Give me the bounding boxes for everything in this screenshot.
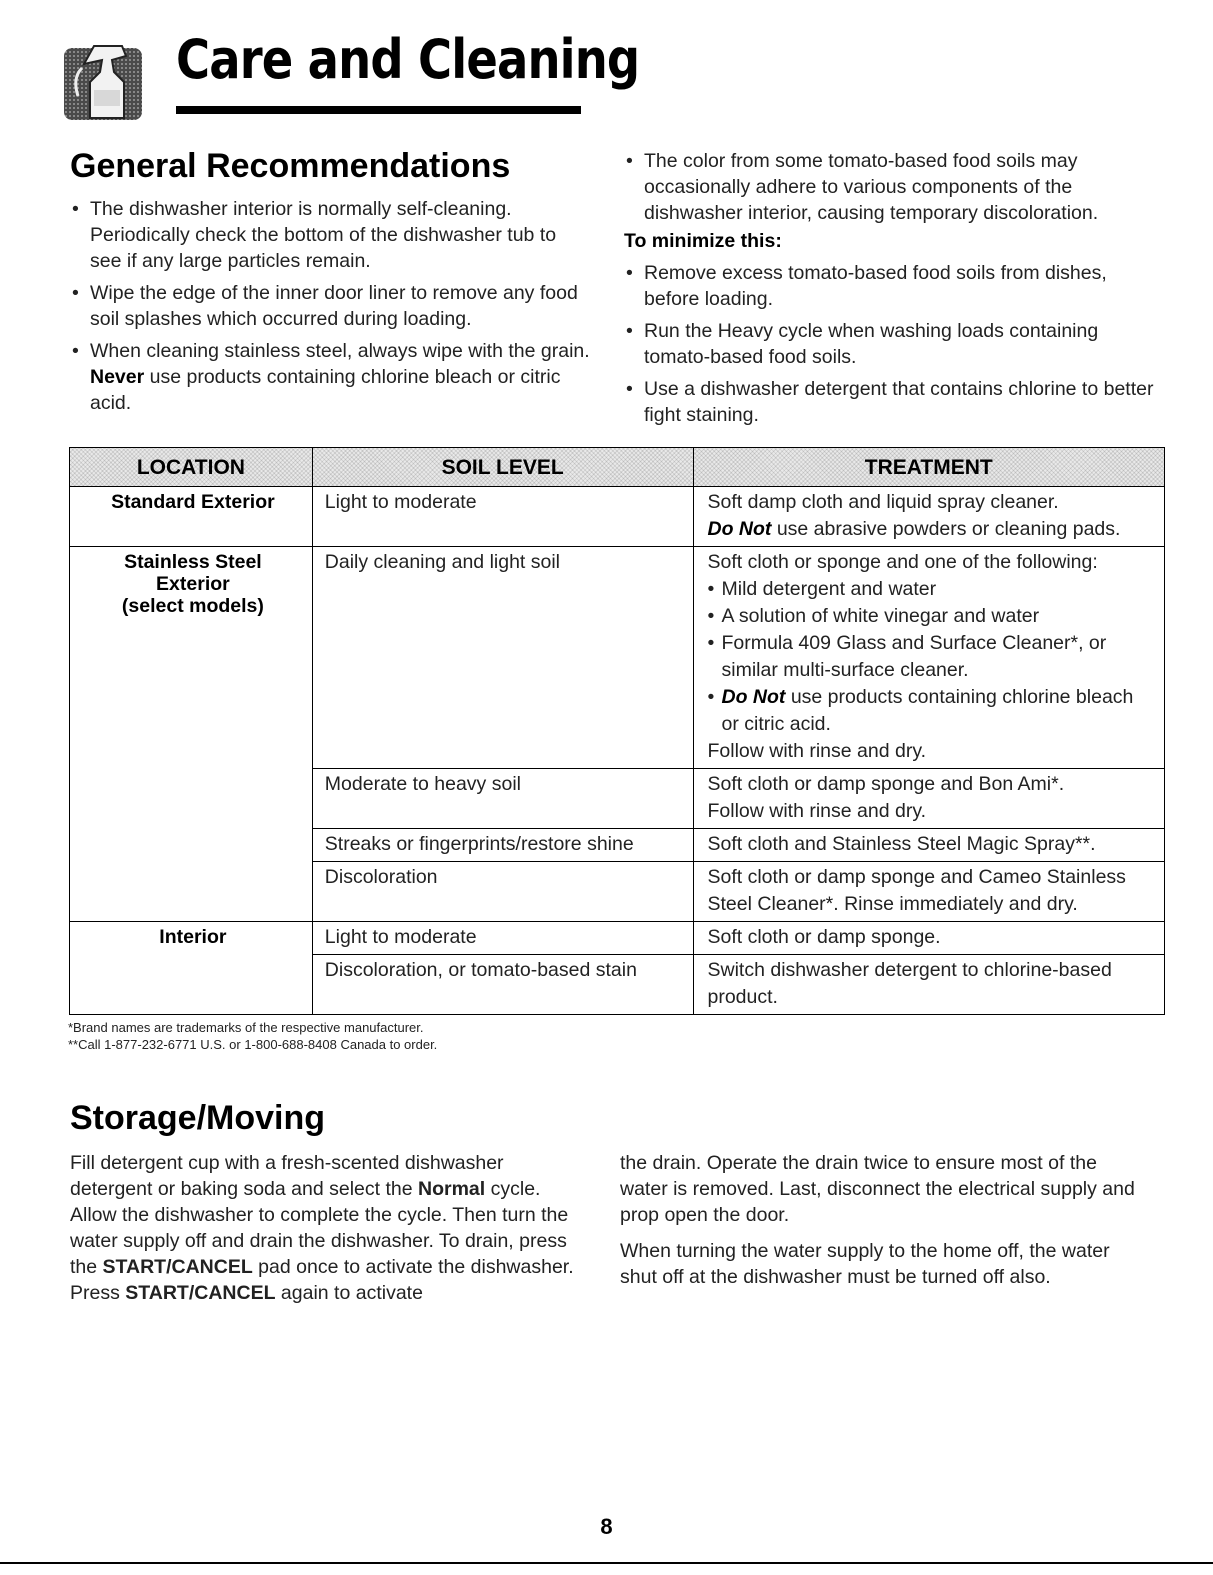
general-right-column [624,148,1159,434]
storage-right-column [620,1150,1150,1300]
location-stainless-steel: Stainless Steel Exterior (select models) [70,547,313,922]
list-item: • Run the Heavy cycle when washing loads containing tomato-based food soils. [624,318,1159,370]
table-row [70,922,1165,955]
storage-paragraph: When turning the water supply to the home off, the water shut off at the dishwasher must be turned off also. [620,1240,1110,1288]
storage-paragraph: Fill detergent cup with a fresh-scented dishwasher detergent or baking soda and select the Normal cycle. Allow the dishwasher to complete the cycle. Then turn the water supply off and drain the dishwasher. To drain, press the START/CANCEL pad once to activate the dishwasher. Press START/CANCEL again to activate [70,1152,574,1304]
storage-left-column [70,1150,590,1316]
soil-cell: Moderate to heavy soil [312,769,693,829]
treatment-cell: Soft cloth or damp sponge and Cameo Stainless Steel Cleaner*. Rinse immediately and dry. [693,862,1165,922]
page-number: 8 [600,1514,613,1539]
table-header-row [70,448,1165,487]
soil-cell: Discoloration, or tomato-based stain [312,955,693,1015]
treatment-cell: Switch dishwasher detergent to chlorine-based product. [693,955,1165,1015]
header-soil-level: SOIL LEVEL [312,448,693,487]
soil-cell: Discoloration [312,862,693,922]
title-underline [176,106,581,114]
soil-cell: Light to moderate [312,487,693,547]
page-title: Care and Cleaning [176,28,640,91]
header-location: LOCATION [70,448,313,487]
treatment-cell: Soft cloth or damp sponge and Bon Ami*. Follow with rinse and dry. [693,769,1165,829]
table-row [70,547,1165,769]
list-item: • The color from some tomato-based food soils may occasionally adhere to various components of the dishwasher interior, causing temporary discoloration. [624,148,1159,226]
spray-bottle-icon [64,38,148,122]
soil-cell: Light to moderate [312,922,693,955]
treatment-cell: Soft damp cloth and liquid spray cleaner. Do Not use abrasive powders or cleaning pads. [693,487,1165,547]
storage-paragraph: the drain. Operate the drain twice to ensure most of the water is removed. Last, disconnect the electrical supply and prop open the door. [620,1152,1135,1226]
minimize-heading: To minimize this: [624,230,782,252]
footnote: *Brand names are trademarks of the respective manufacturer. [68,1020,424,1035]
list-item: • Use a dishwasher detergent that contains chlorine to better fight staining. [624,376,1159,428]
bottom-rule [0,1562,1213,1564]
list-item: • When cleaning stainless steel, always wipe with the grain. Never use products containing chlorine bleach or citric acid. [70,338,590,416]
general-left-column [70,196,590,422]
soil-cell: Streaks or fingerprints/restore shine [312,829,693,862]
treatment-cell: Soft cloth or sponge and one of the following: • Mild detergent and water • A solution of white vinegar and water • Formula 409 Glass and Surface Cleaner*, or similar multi-surface cleaner. • Do Not use products containing chlorine bleach or citric acid. Follow with rinse and dry. [693,547,1165,769]
treatment-cell: Soft cloth and Stainless Steel Magic Spray**. [693,829,1165,862]
list-item: • The dishwasher interior is normally self-cleaning. Periodically check the bottom of the dishwasher tub to see if any large particles remain. [70,196,590,274]
general-recommendations-heading: General Recommendations [70,147,511,185]
treatment-cell: Soft cloth or damp sponge. [693,922,1165,955]
footnote: **Call 1-877-232-6771 U.S. or 1-800-688-8408 Canada to order. [68,1037,438,1052]
footnotes [68,1019,437,1053]
care-table [69,447,1165,1015]
location-standard-exterior: Standard Exterior [70,487,313,547]
table-row [70,487,1165,547]
list-item: • Wipe the edge of the inner door liner to remove any food soil splashes which occurred during loading. [70,280,590,332]
location-interior: Interior [70,922,313,1015]
list-item: • Remove excess tomato-based food soils from dishes, before loading. [624,260,1159,312]
storage-moving-heading: Storage/Moving [70,1099,326,1137]
soil-cell: Daily cleaning and light soil [312,547,693,769]
header-treatment: TREATMENT [693,448,1165,487]
